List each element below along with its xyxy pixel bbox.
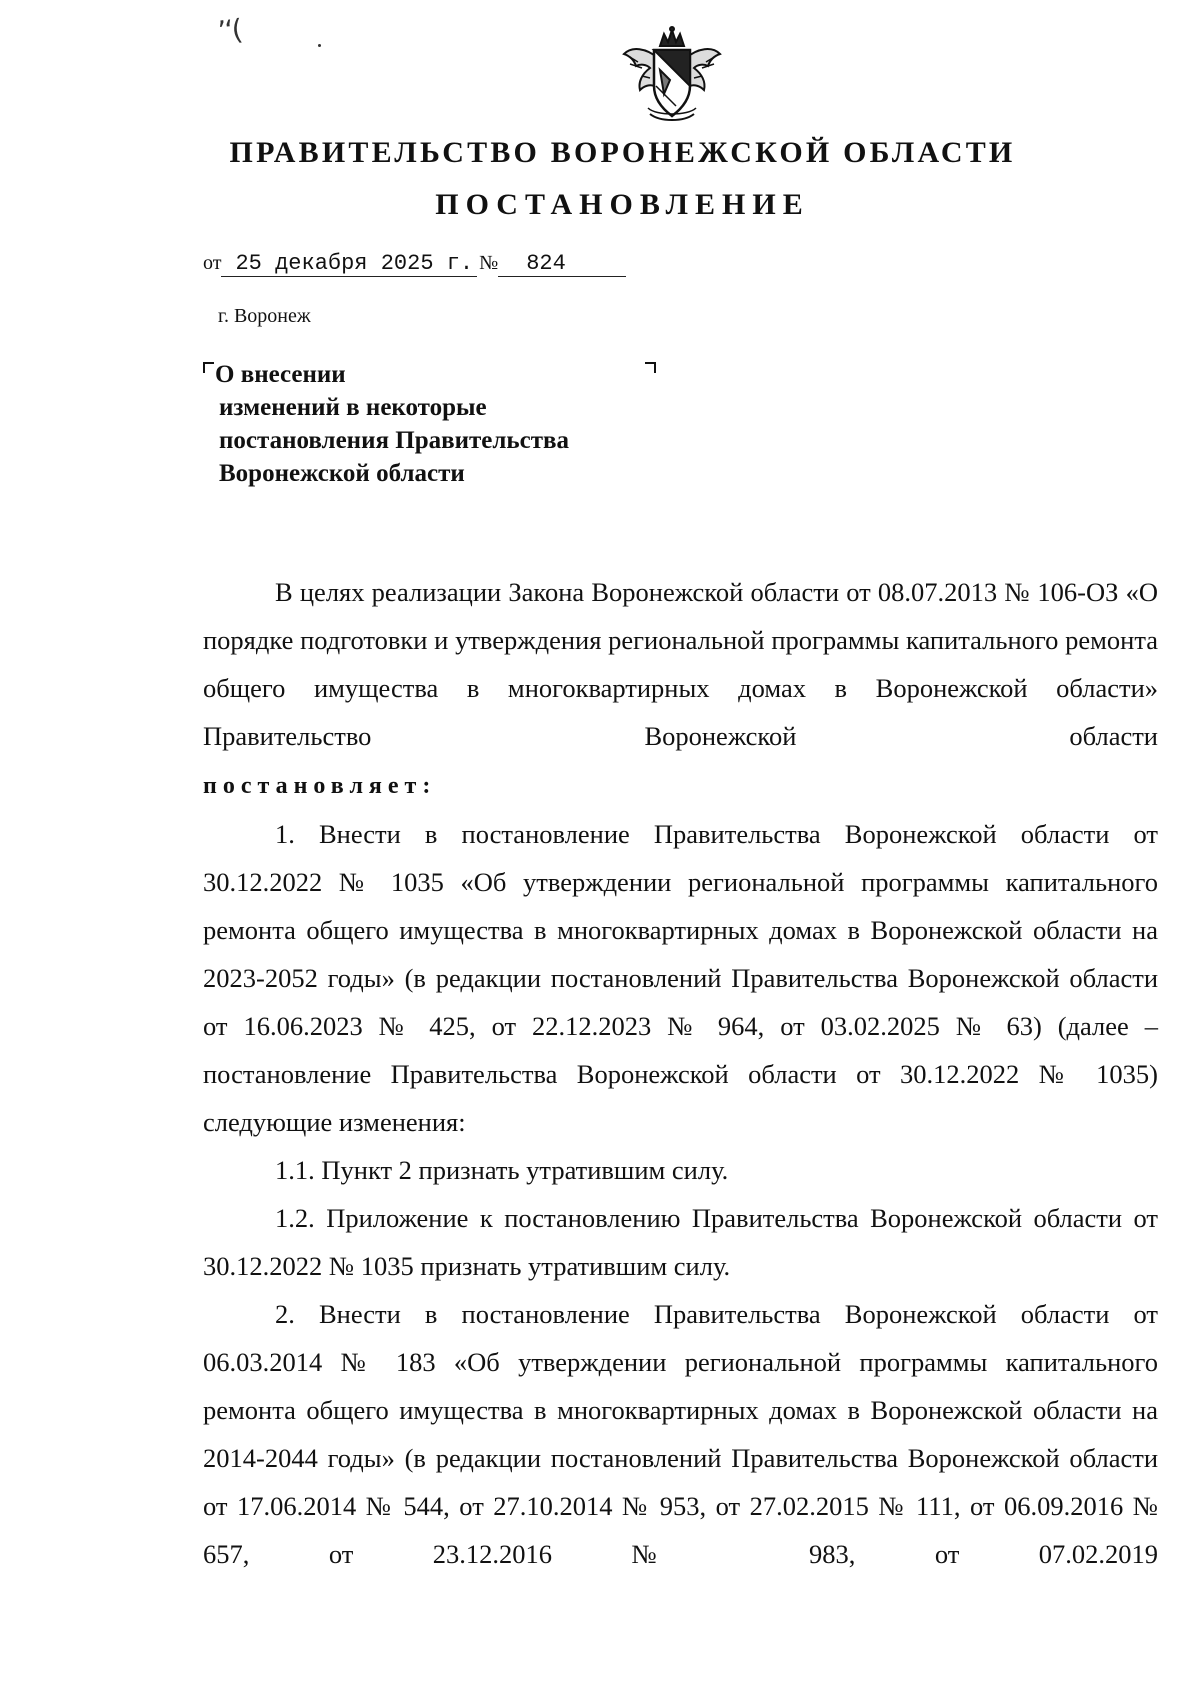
subject-line: изменений в некоторые [219, 394, 487, 421]
voronezh-coat-of-arms-icon [620, 24, 724, 124]
decree-word: постановляет: [203, 773, 437, 799]
clause-2: 2. Внести в постановление Правительства Воронежской области от 06.03.2014 № 183 «Об утверждении региональной программы капитального ремонта общего имущества в многоквартирных домах в Воронежской области на 2014-2044 годы» (в редакции постановлений Правительства Воронежской области от 17.06.2014 № 544, от 27.10.2014 № 953, от 27.02.2015 № 111, от 06.09.2016 № 657, от 23.12.2016 № 983, от 07.02.2019 [203, 1299, 1158, 1569]
clause-1-2: 1.2. Приложение к постановлению Правительства Воронежской области от 30.12.2022 № 1035 признать утратившим силу. [203, 1203, 1158, 1281]
document-date: 25 декабря 2025 г. [221, 252, 477, 277]
document-body [203, 568, 1158, 1578]
stray-dot [318, 44, 321, 47]
subject-line: постановления Правительства [219, 427, 569, 454]
subject-corner-left [203, 362, 214, 373]
subject-corner-right [645, 362, 656, 373]
clause-1: 1. Внести в постановление Правительства Воронежской области от 30.12.2022 № 1035 «Об утверждении региональной программы капитального ремонта общего имущества в многоквартирных домах в Воронежской области на 2023-2052 годы» (в редакции постановлений Правительства Воронежской области от 16.06.2023 № 425, от 22.12.2023 № 964, от 03.02.2025 № 63) (далее – постановление Правительства Воронежской области от 30.12.2022 № 1035) следующие изменения: [203, 819, 1158, 1137]
number-sign: № [479, 252, 499, 274]
subject-line: Воронежской области [219, 460, 465, 487]
date-prefix: от [203, 252, 222, 274]
org-title: ПРАВИТЕЛЬСТВО ВОРОНЕЖСКОЙ ОБЛАСТИ [229, 136, 1016, 169]
subject-line: О внесении [215, 361, 346, 388]
date-number-line [203, 252, 626, 277]
handwritten-mark: ’‘( [216, 12, 243, 49]
decree-paragraph [203, 760, 1158, 810]
document-type: ПОСТАНОВЛЕНИЕ [435, 188, 810, 221]
document-subject [215, 358, 569, 490]
document-number: 824 [498, 252, 626, 277]
city: г. Воронеж [218, 305, 311, 327]
clause-1-1: 1.1. Пункт 2 признать утратившим силу. [275, 1155, 729, 1185]
preamble-paragraph: В целях реализации Закона Воронежской области от 08.07.2013 № 106-ОЗ «О порядке подготовки и утверждения региональной программы капитального ремонта общего имущества в многоквартирных домах в Воронежской области» Правительство Воронежской области [203, 577, 1158, 751]
